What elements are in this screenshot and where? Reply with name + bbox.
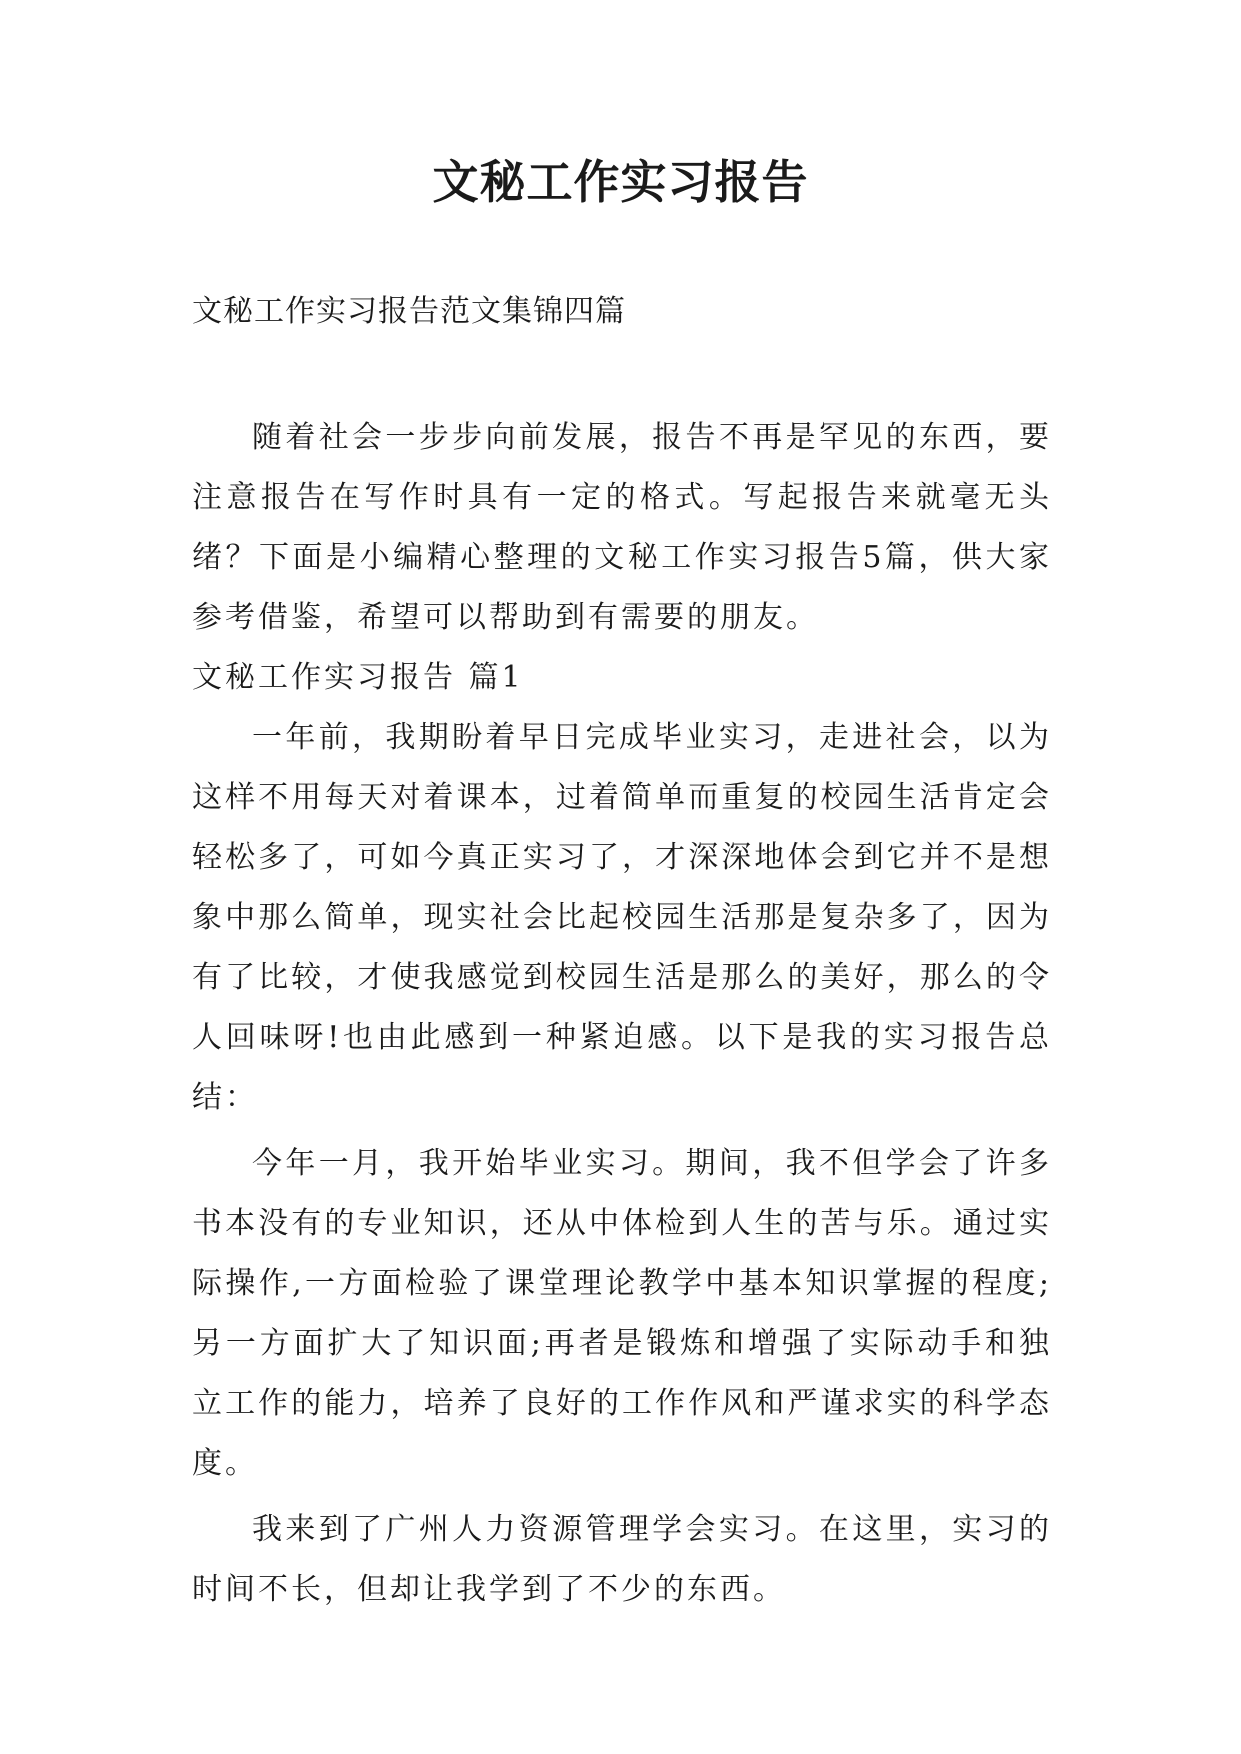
document-body: [192, 408, 1052, 1620]
document-title: 文秘工作实习报告: [432, 155, 809, 209]
body-paragraph-1: 一年前，我期盼着早日完成毕业实习，走进社会，以为这样不用每天对着课本，过着简单而重复的校园生活肯定会轻松多了，可如今真正实习了，才深深地体会到它并不是想象中那么简单，现实社会比起校园生活那是复杂多了，因为有了比较，才使我感觉到校园生活是那么的美好，那么的令人回味呀!也由此感到一种紧迫感。以下是我的实习报告总结：: [192, 720, 1052, 1115]
body-paragraph-3: 我来到了广州人力资源管理学会实习。在这里，实习的时间不长，但却让我学到了不少的东西。: [192, 1512, 1052, 1607]
document-subtitle: 文秘工作实习报告范文集锦四篇: [192, 294, 626, 329]
section-heading: 文秘工作实习报告 篇1: [192, 660, 524, 695]
body-paragraph-2: 今年一月，我开始毕业实习。期间，我不但学会了许多书本没有的专业知识，还从中体检到人生的苦与乐。通过实际操作,一方面检验了课堂理论教学中基本知识掌握的程度;另一方面扩大了知识面;再者是锻炼和增强了实际动手和独立工作的能力，培养了良好的工作作风和严谨求实的科学态度。: [192, 1146, 1052, 1481]
intro-paragraph: 随着社会一步步向前发展，报告不再是罕见的东西，要注意报告在写作时具有一定的格式。写起报告来就毫无头绪？下面是小编精心整理的文秘工作实习报告5篇，供大家参考借鉴，希望可以帮助到有需要的朋友。: [192, 420, 1052, 635]
